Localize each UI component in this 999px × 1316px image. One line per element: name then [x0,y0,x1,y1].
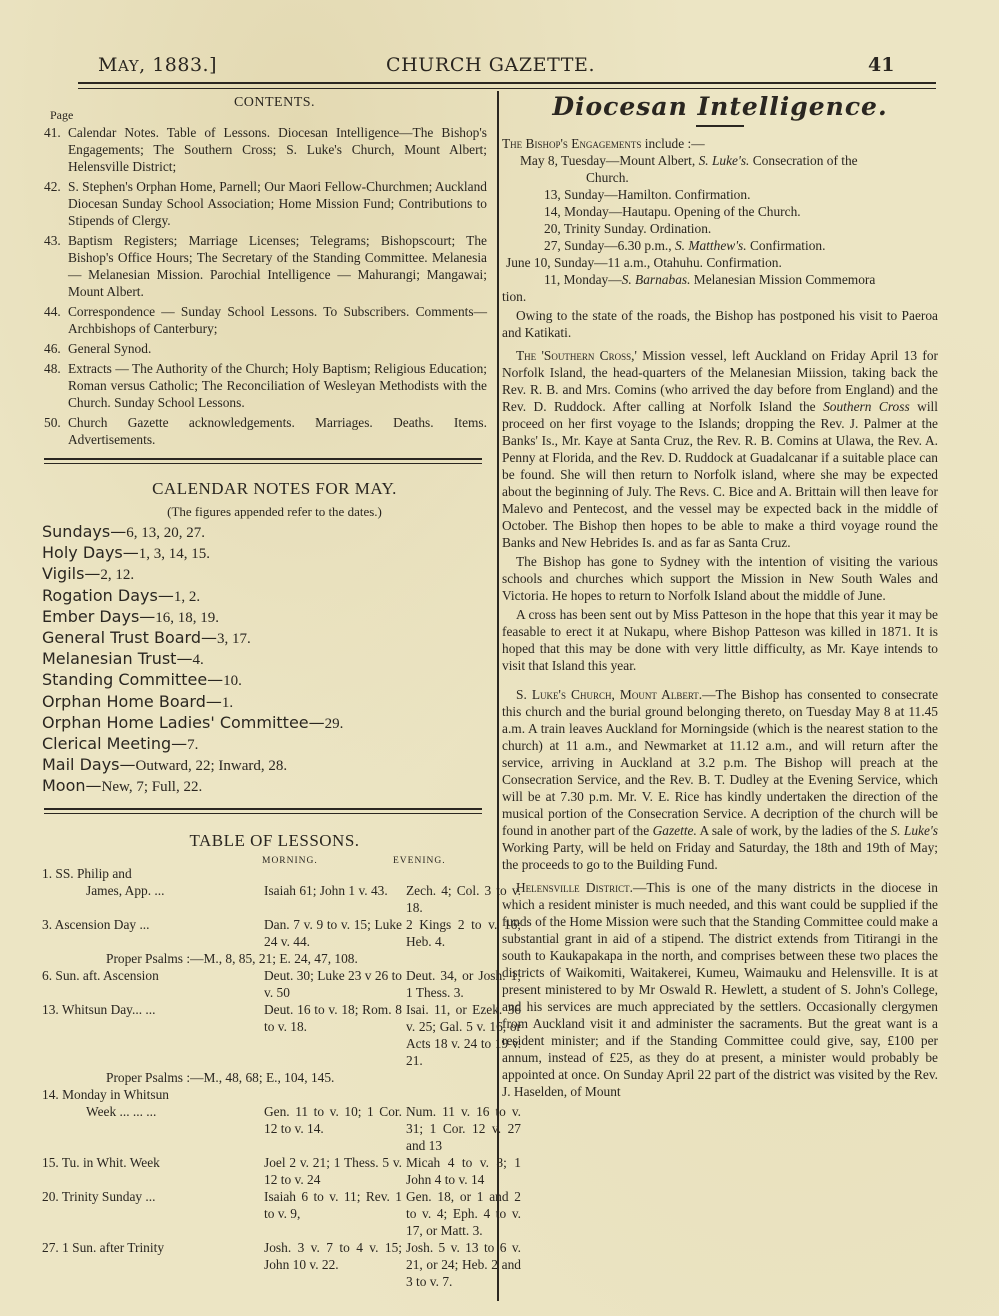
engagement-church: S. Luke's. [698,153,750,168]
evening-header: EVENING. [393,855,446,866]
evening-lesson: 2 Kings 2 to v. 16; Heb. 4. [406,916,521,949]
date-initial: M [98,54,118,76]
st-lukes-paragraph [502,686,938,873]
engagements-list [502,152,938,305]
engagement-rest: Melanesian Mission Commemora [690,272,876,287]
contents-entry [44,178,487,229]
italic-text: S. Luke's [890,823,938,838]
lesson-row [42,1001,521,1069]
lesson-day [42,1154,264,1188]
issue-date [98,54,217,76]
calendar-dates: 29. [324,715,344,732]
calendar-dates: 1, 3, 14, 15. [138,546,210,563]
lessons-table [42,865,521,1290]
engagement-item [502,186,938,203]
proper-psalms: Proper Psalms :—M., 48, 68; E., 104, 145. [106,1069,335,1085]
lesson-day [42,1001,264,1069]
lesson-row [42,916,521,950]
lesson-day-line: 27. 1 Sun. after Trinity [42,1239,165,1255]
contents-page-num: 48. [44,361,61,376]
lesson-day [42,1086,264,1154]
evening-lesson: Josh. 5 v. 13 to 6 v. 21, or 24; Heb. 2 and 3 to v. 7. [406,1239,521,1289]
section-rule [44,808,482,814]
contents-entry [44,232,487,300]
calendar-dates: 7. [187,737,199,754]
calendar-label: Melanesian Trust— [42,649,193,669]
calendar-item [42,628,487,649]
calendar-label: Standing Committee— [42,670,224,690]
lesson-day-line: Week ... ... ... [86,1103,157,1119]
contents-page-label: Page [50,108,74,122]
lesson-day [42,967,264,1001]
calendar-title: CALENDAR NOTES FOR MAY. [152,479,397,498]
calendar-label: Orphan Home Board— [42,691,222,711]
helensville-paragraph [502,879,938,1100]
section-rule [44,458,482,464]
engagements-head: The Bishop's Engagements [502,136,642,151]
engagement-item [502,237,938,254]
contents-page-num: 42. [44,179,61,194]
engagement-rest: Consecration of the [749,153,858,168]
calendar-label: Mail Days— [42,755,136,775]
evening-lesson: Micah 4 to v. 8; 1 John 4 to v. 14 [406,1154,521,1187]
lesson-row [42,865,521,916]
text: Mission vessel, left Auckland on Friday April 13 for Norfolk Island, the head-quarters of the Melanesian Miission, taking back the Rev. R. B. and Mrs. Comins (who arrived the day before from England) and the Rev. D. Ruddock. After calling at Norfolk Island the [502,348,938,414]
calendar-label: Sundays— [42,522,127,541]
page-number: 41 [868,54,895,76]
sydney-paragraph: The Bishop has gone to Sydney with the intention of visiting the various schools and churches which support the Mission in New South Wales and Victoria. He hopes to return to Norfolk Island about the middle of June. [502,554,938,603]
calendar-list [42,522,487,798]
calendar-label: Rogation Days— [42,585,174,605]
calendar-dates: Outward, 22; Inward, 28. [135,758,288,775]
calendar-dates: 1. [221,694,234,711]
lesson-day [42,865,264,916]
lesson-day-line: 13. Whitsun Day... ... [42,1001,156,1017]
evening-lesson: Deut. 34, or Josh. 1; 1 Thess. 3. [406,967,521,1000]
text: —The Bishop has consented to consecrate this church and the burial ground belonging thereto, on Tuesday May 8 at 11.45 a.m. A train leaves Auckland for Morningside (which is the nearest station to the church) at 11 a.m., and Newmarket at 11.12 a.m., and will return after the service, arriving in Auckland at 3.2 p.m. The Bishop will preach at the Consecration Service, and the Rev. B. T. Dudley at the Evening Service, which will be at 7.30 p.m. Mr. V. E. Rice has kindly undertaken the direction of the musical portion of the Consecration Service. A decription of the church will be found in another part of the [502,687,939,838]
lesson-day-line: 1. SS. Philip and [42,865,132,881]
calendar-item [42,649,487,670]
calendar-label: Vigils— [42,564,101,584]
calendar-dates: 16, 18, 19. [155,609,220,626]
engagement-item [502,203,938,220]
engagement-text: 11, Monday— [544,272,622,287]
calendar-item [42,564,487,585]
italic-text: Gazette. [652,823,697,838]
contents-list [44,124,487,448]
calendar-item [42,776,487,797]
contents-entry [44,340,487,357]
evening-lesson: Isai. 11, or Ezek. 36 v. 25; Gal. 5 v. 16, or Acts 18 v. 24 to 19 v. 21. [406,1001,521,1068]
calendar-dates: 1, 2. [173,588,201,605]
morning-lesson: Isaiah 61; John 1 v. 43. [264,882,388,898]
calendar-dates: New, 7; Full, 22. [101,779,203,796]
calendar-item [42,670,487,691]
contents-entry-text: Extracts — The Authority of the Church; Holy Baptism; Religious Education; Roman versus Catholic; The Reconciliation of Wesleyan Methodists with the Church. Sunday School Lessons. [68,361,487,410]
morning-lesson: Deut. 16 to v. 18; Rom. 8 to v. 18. [264,1001,402,1034]
contents-page-num: 43. [44,233,61,248]
lesson-row [42,1239,521,1290]
engagement-text: 27, Sunday—6.30 p.m., [544,238,675,253]
calendar-item [42,734,487,755]
contents-entry [44,360,487,411]
lesson-day-line: James, App. ... [86,882,165,898]
calendar-label: Clerical Meeting— [42,734,188,754]
calendar-dates: 10. [223,673,242,690]
engagement-item [502,271,938,288]
engagement-church: S. Matthew's. [674,238,747,253]
cross-paragraph: A cross has been sent out by Miss Patteson in the hope that this year it may be feasable to erect it at Nukapu, where Bishop Patteson was killed in 1871. It is hoped that this may be done with very little difficulty, as Mr. Kaye intends to visit that Island this year. [502,607,938,673]
morning-lesson: Joel 2 v. 21; 1 Thess. 5 v. 12 to v. 24 [264,1154,402,1187]
lesson-day-line: 20. Trinity Sunday ... [42,1188,156,1204]
lesson-day [42,916,264,950]
date-smallcaps: AY [117,57,140,75]
contents-title: CONTENTS. [233,95,316,110]
publication-title: CHURCH GAZETTE. [386,54,596,76]
southern-cross-paragraph [502,347,938,551]
contents-page-num: 50. [44,415,61,430]
engagement-text: 20, Trinity Sunday. Ordination. [544,221,712,236]
contents-entry [44,303,487,337]
lesson-row [42,1188,521,1239]
calendar-item [42,522,487,543]
engagement-item [506,254,938,271]
engagement-item [502,220,938,237]
engagement-text: June 10, Sunday—11 a.m., Otahuhu. Confirmation. [506,255,782,270]
calendar-label: Ember Days— [42,606,156,626]
contents-page-num: 46. [44,341,61,356]
title-underline [696,125,744,127]
proper-psalms: Proper Psalms :—M., 8, 85, 21; E. 24, 47, 108. [106,950,358,966]
engagement-text: 13, Sunday—Hamilton. Confirmation. [544,187,751,202]
text: Working Party, will be held on Friday and Saturday, the 18th and 19th of May; the proceeds to go to the Building Fund. [502,840,938,872]
calendar-label: Holy Days— [42,543,139,563]
evening-lesson: Gen. 18, or 1 and 2 to v. 4; Eph. 4 to v. 17, or Matt. 3. [406,1188,521,1238]
calendar-dates: 6, 13, 20, 27. [126,525,205,541]
calendar-item [42,755,487,776]
calendar-item [42,543,487,564]
lesson-day-line: 14. Monday in Whitsun [42,1086,169,1102]
calendar-subtitle: (The figures appended refer to the dates.) [167,504,382,519]
calendar-item [42,692,487,713]
roads-paragraph: Owing to the state of the roads, the Bishop has postponed his visit to Paeroa and Katikati. [502,308,938,340]
lesson-day-line: 3. Ascension Day ... [42,916,150,932]
engagement-text: Church. [586,170,629,185]
engagement-rest: Confirmation. [746,238,826,253]
text: A sale of work, by the ladies of the [696,823,891,838]
calendar-dates: 3, 17. [217,631,251,648]
calendar-label: Moon— [42,776,102,796]
morning-lesson: Gen. 11 to v. 10; 1 Cor. 12 to v. 14. [264,1103,402,1136]
contents-entry [44,414,487,448]
lesson-row [42,967,521,1001]
engagements-tail: include :— [641,136,705,151]
lesson-row [42,1154,521,1188]
southern-cross-head: The 'Southern Cross,' [516,348,637,363]
right-column [502,94,938,1100]
engagement-item [502,288,938,305]
engagement-text: tion. [502,289,527,304]
gazette-page [42,40,939,1289]
left-column [42,94,521,1290]
engagement-item [502,152,938,169]
calendar-dates: 4. [192,652,204,669]
contents-page-num: 44. [44,304,61,319]
diocesan-intelligence-title: Diocesan Intelligence. [552,92,888,121]
calendar-label: Orphan Home Ladies' Committee— [42,712,325,732]
engagement-item [502,169,938,186]
engagement-text: 14, Monday—Hautapu. Opening of the Church. [544,204,801,219]
lessons-title: TABLE OF LESSONS. [189,830,360,850]
contents-entry-text: Correspondence — Sunday School Lessons. To Subscribers. Comments—Archbishops of Canterbury; [68,304,487,336]
text: will proceed on her first voyage to the Islands; dropping the Rev. J. Palmer at the Banks' Is., Mr. Kaye at Santa Cruz, the Rev. R. B. Comins at Ulawa, the Rev. A. Penny at Florida, and the Rev. D. Ruddock at Guadalcanar if a suitable place can be found. She will then return to Norfolk island, where she may be expected about the beginning of July. The Revs. C. Bice and A. Brittain will then leave for Malevo and Pentecost, and the vessel may be expected back in the middle of October. The Bishop then hopes to be able to make a third voyage round the Banks and New Hebrides Is. and as far as Santa Cruz. [502,399,938,550]
lesson-day-line: 15. Tu. in Whit. Week [42,1154,160,1170]
morning-lesson: Dan. 7 v. 9 to v. 15; Luke 24 v. 44. [264,916,402,949]
lesson-day [42,1188,264,1239]
engagements-heading [502,135,938,152]
st-lukes-head: S. Luke's Church, Mount Albert. [516,687,703,702]
evening-lesson: Zech. 4; Col. 3 to v. 18. [406,882,521,915]
lesson-day-line: 6. Sun. aft. Ascension [42,967,159,983]
engagement-text: May 8, Tuesday—Mount Albert, [520,153,699,168]
contents-entry-text: Baptism Registers; Marriage Licenses; Telegrams; Bishopscourt; The Bishop's Office Hours; The Secretary of the Standing Committee. Melanesia — Melanesian Mission. Parochial Intelligence — Mahurangi; Mangawai; Mount Albert. [68,233,487,299]
lesson-row [42,1086,521,1154]
ship-name: Southern Cross [823,399,910,414]
header-double-rule [78,82,936,89]
engagement-church: S. Barnabas. [621,272,691,287]
calendar-label: General Trust Board— [42,628,217,648]
contents-entry-text: Church Gazette acknowledgements. Marriages. Deaths. Items. Advertisements. [68,415,487,447]
lesson-day [42,1239,264,1290]
morning-lesson: Deut. 30; Luke 23 v 26 to v. 50 [264,967,402,1000]
evening-lesson: Num. 11 v. 16 to v. 31; 1 Cor. 12 v. 27 and 13 [406,1103,521,1153]
morning-lesson: Josh. 3 v. 7 to 4 v. 15; John 10 v. 22. [264,1239,402,1272]
calendar-item [42,607,487,628]
contents-entry-text: S. Stephen's Orphan Home, Parnell; Our Maori Fellow-Churchmen; Auckland Diocesan Sunday School Association; Home Mission Fund; Contributions to Stipends of Clergy. [68,179,487,228]
calendar-item [42,586,487,607]
morning-lesson: Isaiah 6 to v. 11; Rev. 1 to v. 9, [264,1188,402,1221]
helensville-head: Helensville District. [516,880,633,895]
lessons-header [62,849,487,865]
contents-entry-text: General Synod. [68,341,152,356]
contents-entry [44,124,487,175]
date-rest: , 1883.] [139,54,217,76]
calendar-item [42,713,487,734]
masthead [62,40,936,80]
text: —This is one of the many districts in the diocese in which a resident minister is much needed, and this want could be supplied if the funds of the Home Mission were such that the Standing Committee could make a substantial grant in aid of a stipend. The district extends from Titirangi in the south to Kaukapakapa in the north, and comprises between these two places the districts of Waikomiti, Waitakerei, Kumeu, Waimauku and Helensville. It is at present ministered to by Mr Oswald R. Hewlett, a student of S. John's College, and his services are much appreciated by the settlers. Occasionally clergymen from Auckland visit it and administer the sacraments. But the great want is a resident minister; and if the Standing Committee could give, say, £100 per annum, instead of £25, as they do at present, a minister would probably be appointed at once. On Sunday April 22 part of the district was visited by the Rev. J. Haselden, of Mount [502,880,938,1099]
calendar-dates: 2, 12. [100,567,135,584]
morning-header: MORNING. [262,855,318,866]
contents-page-num: 41. [44,125,61,140]
contents-entry-text: Calendar Notes. Table of Lessons. Diocesan Intelligence—The Bishop's Engagements; The Southern Cross; S. Luke's Church, Mount Albert; Helensville District; [68,125,487,174]
